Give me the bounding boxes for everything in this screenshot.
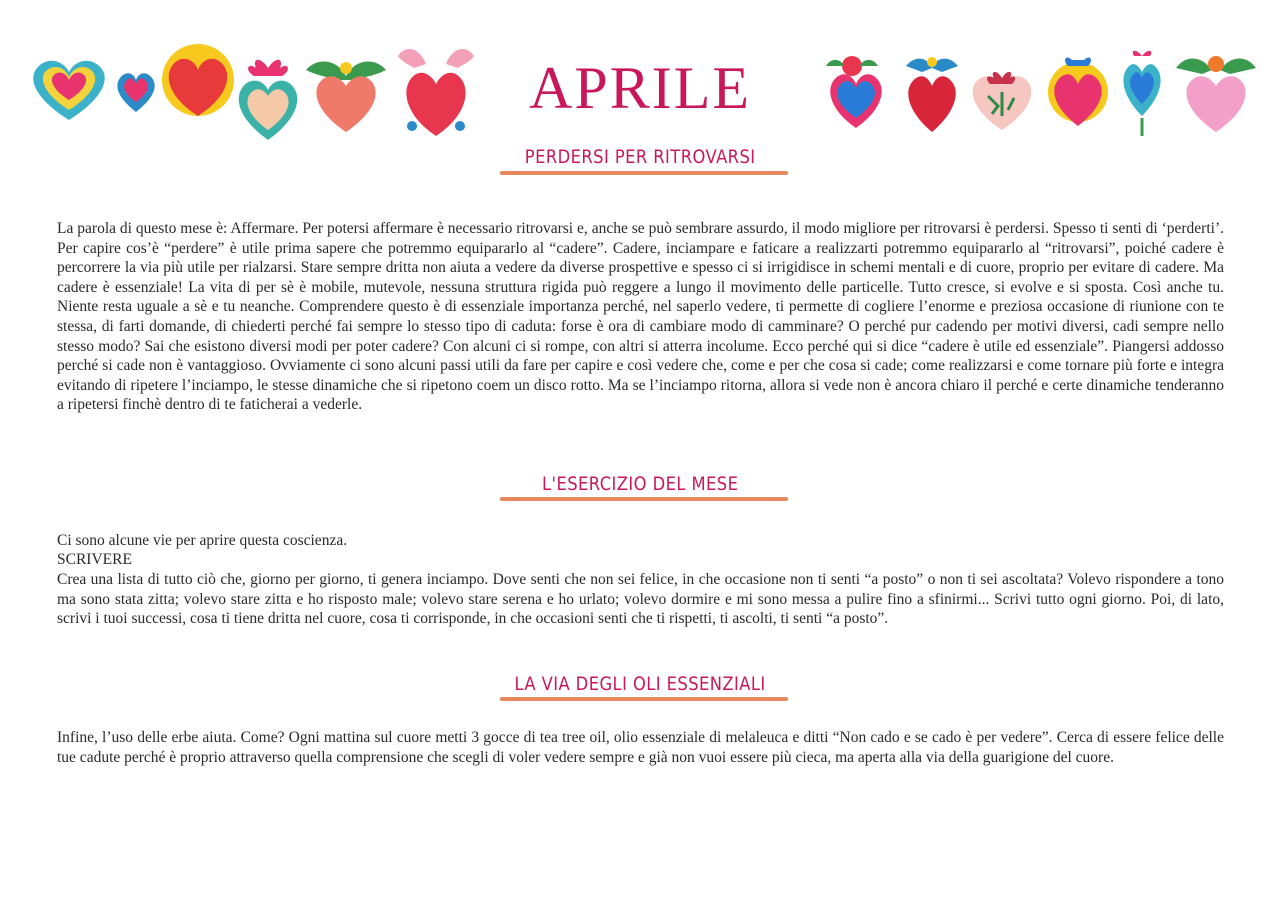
section-heading-perdersi — [0, 146, 1280, 168]
decorative-hearts-right — [820, 40, 1260, 140]
section-heading-label: PERDERSI PER RITROVARSI — [524, 146, 756, 168]
page-title: APRILE — [529, 55, 751, 121]
page-header — [0, 0, 1280, 145]
heading-underline — [500, 697, 788, 701]
sun-heart-icon — [1048, 58, 1108, 126]
section-body-oli: Infine, l’uso delle erbe aiuta. Come? Ogni mattina sul cuore metti 3 gocce di tea tree oil, olio essenziale di melaleuca e ditti “Non cado e se cado è per vedere”. Cerca di essere felice delle tue cadute perché è proprio attraverso quella comprensione che scegli di voler vedere sempre e già non vuoi essere più cieca, ma aperta alla via della guarigione del cuore. — [57, 729, 1224, 766]
sacred-heart-icon — [1123, 51, 1160, 136]
rose-heart-icon — [826, 56, 882, 128]
heading-underline — [500, 171, 788, 175]
winged-heart-icon — [906, 57, 958, 132]
section-heading-esercizio — [0, 473, 1280, 495]
section-body-esercizio: Crea una lista di tutto ciò che, giorno per giorno, ti genera inciampo. Dove senti che non sei felice, in che occasione non ti senti “a posto” o non ti sei ascoltata? Volevo rispondere a tono ma sono stata zitta; volevo stare zitta e ho risposto male; volevo stare serena e ho urlato; volevo dormire e mi sono messa a pulire fino a sfinirmi... Scrivi tutto ogni giorno. Poi, di lato, scrivi i tuoi successi, cosa ti tiene dritta nel cuore, cosa ti corrisponde, in che occasioni senti che ti rispetti, ti ascolti, ti senti “a posto”. — [57, 571, 1224, 628]
heading-underline — [500, 497, 788, 501]
section-heading-oli — [0, 673, 1280, 695]
section-body-perdersi: La parola di questo mese è: Affermare. Per potersi affermare è necessario ritrovarsi e, anche se può sembrare assurdo, il modo migliore per ritrovarsi è perdersi. Spesso ti senti di ‘perderti’. Per capire cos’è “perdere” è utile prima sapere che potremmo equipararlo al “cadere”. Cadere, inciampare e faticare a realizzarti potremmo equipararlo al “ritrovarsi”, poiché cadere è percorrere la via più utile per rialzarsi. Stare sempre dritta non aiuta a vedere da diverse prospettive e spesso ci si irrigidisce in schemi mentali e di cuore, proprio per evitare di cadere. Ma cadere è essenziale! La vita di per sè è mobile, mutevole, nessuna struttura rigida può reggere a lungo il movimento delle particelle. Tutto cresce, si evolve e si sposta. Così anche tu. Niente resta uguale a sè e tu neanche. Comprendere questo è di essenziale importanza perché, nel saperlo vedere, ti permette di cogliere l’enorme e preziosa occasione di riunione con te stessa, di farti domande, di chiederti perché fai sempre lo stesso tipo di caduta: forse è ora di cambiare modo di camminare? O perché pur cadendo per motivi diversi, cadi sempre nello stesso modo? Sai che esistono diversi modi per poter cadere? Con alcuni ci si rompe, con altri si atterra incolume. Ecco perché qui si dice “cadere è utile ed essenziale”. Piangersi addosso perché si cade non è vantaggioso. Ovviamente ci sono alcuni passi utili da fare per capire e così vedere che, come e per che cosa si cade; come realizzarsi e come tornare più forte e integra evitando di ripetere l’inciampo, le stesse dinamiche che si ripetono coem un disco rotto. Ma se l’inciampo ritorna, allora si vede non è ancora chiaro il perché e certe dinamiche tenderanno a ripetersi finchè dentro di te faticherai a vederle. — [57, 220, 1224, 414]
flower-heart-icon — [1176, 56, 1256, 132]
section-heading-label: LA VIA DEGLI OLI ESSENZIALI — [514, 673, 766, 695]
exercise-intro: Ci sono alcune vie per aprire questa coscienza. — [57, 532, 348, 549]
exercise-subheading: SCRIVERE — [57, 551, 132, 568]
flower-heart-icon — [973, 72, 1032, 130]
section-heading-label: L'ESERCIZIO DEL MESE — [541, 473, 739, 495]
